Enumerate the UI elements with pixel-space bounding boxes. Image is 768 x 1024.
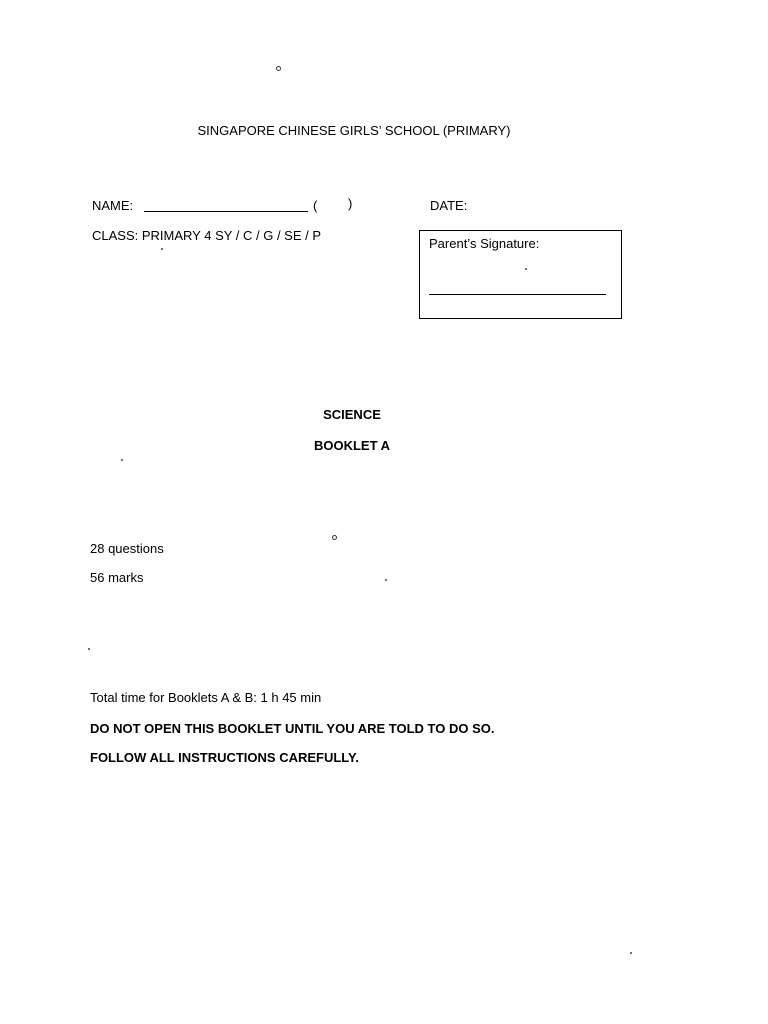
index-number-close-paren: ) bbox=[348, 196, 353, 211]
parent-signature-box bbox=[419, 230, 622, 319]
date-label: DATE: bbox=[430, 198, 468, 213]
class-label: CLASS: PRIMARY 4 SY / C / G / SE / P bbox=[92, 228, 322, 243]
scan-speck bbox=[385, 579, 387, 581]
booklet-title: BOOKLET A bbox=[313, 438, 391, 453]
scan-speck bbox=[276, 66, 281, 71]
subject-title: SCIENCE bbox=[323, 407, 381, 422]
follow-instructions-warning: FOLLOW ALL INSTRUCTIONS CAREFULLY. bbox=[90, 750, 359, 765]
scan-speck bbox=[332, 535, 337, 540]
scan-speck bbox=[161, 248, 163, 250]
index-number-open-paren: ( bbox=[313, 198, 318, 213]
scan-speck bbox=[121, 459, 123, 461]
total-time: Total time for Booklets A & B: 1 h 45 min bbox=[90, 690, 322, 705]
scan-speck bbox=[630, 952, 632, 954]
school-name: SINGAPORE CHINESE GIRLS’ SCHOOL (PRIMARY) bbox=[197, 123, 511, 138]
name-blank-line bbox=[144, 211, 308, 212]
scan-speck bbox=[88, 648, 90, 650]
name-label: NAME: bbox=[92, 198, 134, 213]
question-count: 28 questions bbox=[90, 541, 164, 556]
signature-line bbox=[429, 294, 606, 295]
do-not-open-warning: DO NOT OPEN THIS BOOKLET UNTIL YOU ARE TOLD TO DO SO. bbox=[90, 721, 495, 736]
parent-signature-label: Parent’s Signature: bbox=[429, 236, 540, 251]
total-marks: 56 marks bbox=[90, 570, 144, 585]
